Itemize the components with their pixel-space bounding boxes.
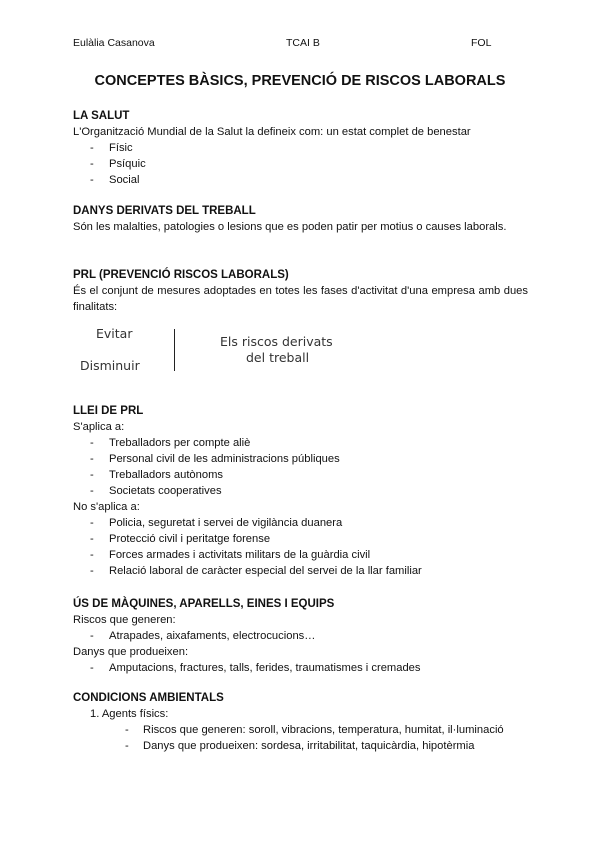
list <box>73 140 528 188</box>
section-heading: LA SALUT <box>73 110 130 122</box>
page-title: CONCEPTES BÀSICS, PREVENCIÓ DE RISCOS LABORALS <box>94 73 506 89</box>
section-condicions <box>73 690 528 754</box>
list-item: - Atrapades, aixafaments, electrocucions… <box>73 628 528 644</box>
list-item: - Físic <box>73 140 528 156</box>
list-item: - Societats cooperatives <box>73 483 528 499</box>
section-heading: ÚS DE MÀQUINES, APARELLS, EINES I EQUIPS <box>73 598 335 610</box>
diagram-disminuir: Disminuir <box>80 358 140 373</box>
label-not-applies: No s'aplica a: <box>73 501 140 513</box>
section-maquines <box>73 596 528 676</box>
list-item: - Social <box>73 172 528 188</box>
list-item: - Personal civil de les administracions públiques <box>73 451 528 467</box>
list-risks <box>73 628 528 644</box>
section-heading: PRL (PREVENCIÓ RISCOS LABORALS) <box>73 269 289 281</box>
section-danys <box>73 203 528 235</box>
list-item: - Relació laboral de caràcter especial del servei de la llar familiar <box>73 563 528 579</box>
list-not-applies <box>73 515 528 579</box>
numbered-item: 1. Agents físics: <box>90 708 169 720</box>
diagram-evitar: Evitar <box>96 326 133 341</box>
list-item: - Protecció civil i peritatge forense <box>73 531 528 547</box>
diagram-bracket <box>174 329 175 371</box>
label-risks: Riscos que generen: <box>73 614 176 626</box>
section-prl <box>73 267 528 315</box>
list-item: - Amputacions, fractures, talls, ferides, traumatismes i cremades <box>73 660 528 676</box>
sublist <box>73 722 528 754</box>
list-item: - Riscos que generen: soroll, vibracions, temperatura, humitat, il·luminació <box>73 722 528 738</box>
list-item: - Psíquic <box>73 156 528 172</box>
list-applies <box>73 435 528 499</box>
paragraph: Són les malalties, patologies o lesions que es poden patir per motius o causes laborals. <box>73 221 507 233</box>
diagram-treball: del treball <box>246 350 310 365</box>
label-damages: Danys que produeixen: <box>73 646 189 658</box>
list-item: - Treballadors autònoms <box>73 467 528 483</box>
header-group: TCAI B <box>286 37 320 49</box>
diagram-riscos: Els riscos derivats <box>220 334 333 349</box>
list-item: - Policia, seguretat i servei de vigilància duanera <box>73 515 528 531</box>
paragraph: És el conjunt de mesures adoptades en totes les fases d'activitat d'una empresa amb dues finalitats: <box>73 285 528 313</box>
list-damages <box>73 660 528 676</box>
section-heading: CONDICIONS AMBIENTALS <box>73 692 224 704</box>
label-applies: S'aplica a: <box>73 421 125 433</box>
list-item: - Forces armades i activitats militars de la guàrdia civil <box>73 547 528 563</box>
paragraph: L'Organització Mundial de la Salut la defineix com: un estat complet de benestar <box>73 126 471 138</box>
list-item: - Treballadors per compte aliè <box>73 435 528 451</box>
section-heading: DANYS DERIVATS DEL TREBALL <box>73 205 256 217</box>
list-item: - Danys que produeixen: sordesa, irritabilitat, taquicàrdia, hipotèrmia <box>73 738 528 754</box>
section-heading: LLEI DE PRL <box>73 405 144 417</box>
header-author: Eulàlia Casanova <box>73 37 155 49</box>
section-salut <box>73 108 528 188</box>
section-llei <box>73 403 528 579</box>
header-subject: FOL <box>471 37 492 49</box>
